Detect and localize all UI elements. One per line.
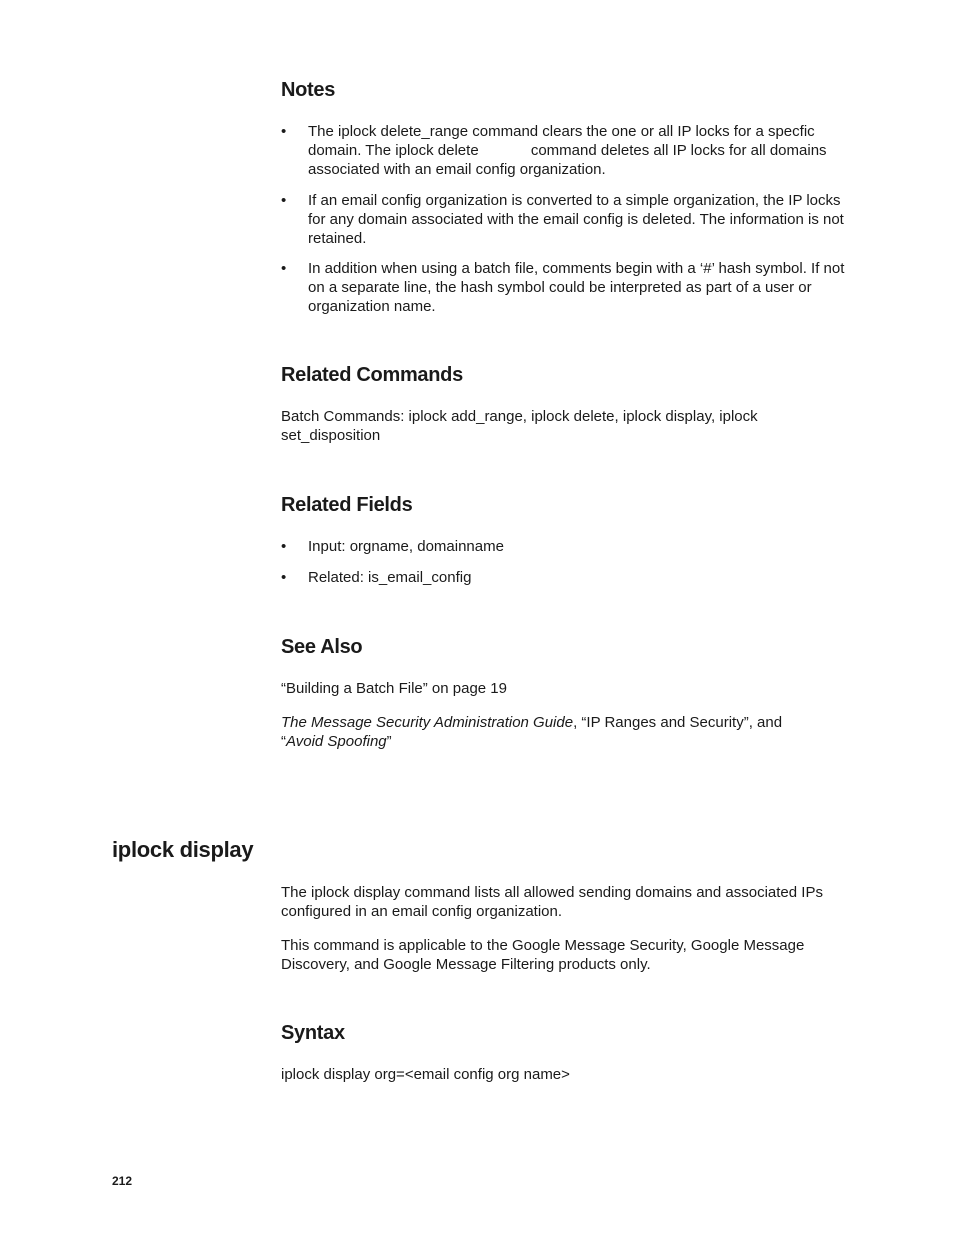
see-also-guide-ref[interactable] bbox=[281, 713, 821, 751]
bullet-dot: • bbox=[281, 538, 287, 555]
related-fields-heading: Related Fields bbox=[281, 494, 413, 516]
guide-topic: Avoid Spoofing bbox=[286, 733, 387, 750]
note-text: In addition when using a batch file, comments begin with a ‘#’ hash symbol. If not on a separate line, the hash symbol could be interpreted as part of a user or organization name. bbox=[308, 260, 845, 315]
iplock-display-title: iplock display bbox=[112, 837, 254, 862]
guide-mid: , “IP Ranges and Security”, and “ bbox=[281, 714, 783, 750]
list-item bbox=[281, 259, 846, 316]
list-item bbox=[281, 568, 846, 587]
list-item bbox=[281, 191, 846, 248]
see-also-heading: See Also bbox=[281, 636, 363, 658]
bullet-dot: • bbox=[281, 260, 287, 277]
bullet-dot: • bbox=[281, 192, 287, 209]
syntax-text: iplock display org=<email config org name> bbox=[281, 1066, 570, 1083]
list-item bbox=[281, 122, 846, 179]
note-text: If an email config organization is converted to a simple organization, the IP locks for any domain associated with the email config is deleted. The information is not retained. bbox=[308, 192, 844, 247]
page-number: 212 bbox=[112, 1174, 133, 1188]
bullet-dot: • bbox=[281, 123, 287, 140]
iplock-display-description: The iplock display command lists all allowed sending domains and associated IPs configured in an email config organization. bbox=[281, 884, 823, 920]
guide-end: ” bbox=[386, 733, 392, 750]
bullet-dot: • bbox=[281, 569, 287, 586]
syntax-heading: Syntax bbox=[281, 1022, 345, 1044]
guide-title: The Message Security Administration Guide bbox=[281, 714, 574, 731]
related-commands-heading: Related Commands bbox=[281, 364, 463, 386]
field-text: Input: orgname, domainname bbox=[308, 538, 504, 555]
field-text: Related: is_email_config bbox=[308, 569, 472, 586]
see-also-batch-link[interactable]: “Building a Batch File” on page 19 bbox=[281, 680, 507, 697]
notes-heading: Notes bbox=[281, 79, 336, 101]
iplock-display-applicability: This command is applicable to the Google Message Security, Google Message Discovery, and Google Message Filtering products only. bbox=[281, 937, 805, 973]
note-text bbox=[308, 122, 846, 179]
list-item bbox=[281, 537, 846, 556]
note-text-b: command deletes all IP locks for all domains associated with an email config organization. bbox=[308, 142, 827, 178]
related-commands-text: Batch Commands: iplock add_range, iplock delete, iplock display, iplock set_disposition bbox=[281, 408, 758, 444]
note-text-a: The iplock delete_range command clears the one or all IP locks for a specfic domain. The iplock delete bbox=[308, 123, 815, 159]
